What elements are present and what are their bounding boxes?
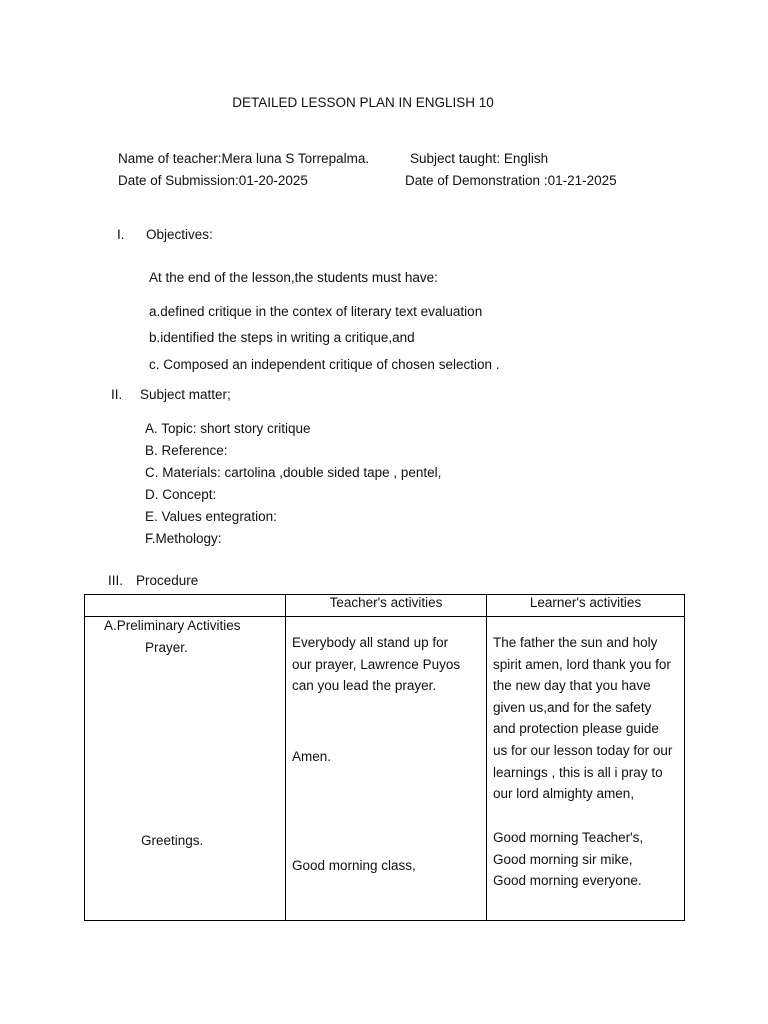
section-heading-text: Subject matter; — [140, 387, 231, 402]
text-line: can you lead the prayer. — [292, 678, 437, 694]
teacher-greeting-text: Good morning class, — [292, 858, 416, 873]
objective-item: c. Composed an independent critique of chosen selection . — [149, 357, 500, 372]
procedure-heading — [108, 573, 198, 589]
text-line: and protection please guide — [493, 721, 659, 737]
section-heading-text: Objectives: — [146, 227, 213, 242]
objectives-heading — [117, 227, 213, 243]
table-row — [85, 617, 685, 921]
text-line: learnings , this is all i pray to — [493, 764, 663, 780]
learner-prayer-text — [493, 632, 672, 805]
objective-item: a.defined critique in the contex of literary text evaluation — [149, 304, 483, 319]
learner-activities-cell — [487, 617, 685, 921]
subject-matter-heading — [111, 387, 231, 403]
text-line: Good morning everyone. — [493, 873, 642, 889]
activity-prayer-label: Prayer. — [145, 640, 188, 655]
section-numeral: III. — [108, 573, 124, 588]
submission-date: Date of Submission:01-20-2025 — [118, 173, 308, 188]
table-header-cell — [85, 595, 286, 617]
subject-matter-item: C. Materials: cartolina ,double sided tape , pentel, — [145, 465, 442, 480]
text-line: Everybody all stand up for — [292, 635, 449, 650]
text-line: given us,and for the safety — [493, 699, 652, 715]
section-numeral: II. — [111, 387, 123, 402]
teacher-prayer-text — [292, 632, 460, 697]
text-line: Good morning Teacher's, — [493, 830, 644, 845]
learner-greeting-text — [493, 827, 643, 892]
text-line: The father the sun and holy — [493, 635, 658, 650]
table-header-cell: Teacher's activities — [286, 595, 487, 617]
text-line: our prayer, Lawrence Puyos — [292, 656, 461, 672]
objective-item: b.identified the steps in writing a critique,and — [149, 330, 415, 345]
teacher-name: Name of teacher:Mera luna S Torrepalma. — [118, 151, 370, 166]
activity-greetings-label: Greetings. — [141, 833, 204, 848]
activity-section-label: A.Preliminary Activities — [104, 618, 241, 633]
subject-matter-item: D. Concept: — [145, 487, 217, 502]
subject-taught: Subject taught: English — [410, 151, 549, 166]
teacher-activities-cell — [286, 617, 487, 921]
teacher-amen-text: Amen. — [292, 749, 332, 764]
section-heading-text: Procedure — [136, 573, 199, 588]
text-line: the new day that you have — [493, 678, 651, 694]
text-line: our lord almighty amen, — [493, 786, 635, 802]
objectives-intro: At the end of the lesson,the students must have: — [149, 270, 438, 285]
subject-matter-item: A. Topic: short story critique — [145, 421, 311, 436]
subject-matter-item: F.Methology: — [145, 531, 222, 546]
table-header-cell: Learner's activities — [487, 595, 685, 617]
subject-matter-item: B. Reference: — [145, 443, 228, 458]
text-line: Good morning sir mike, — [493, 851, 633, 867]
document-title: DETAILED LESSON PLAN IN ENGLISH 10 — [232, 95, 494, 110]
procedure-table — [84, 594, 685, 921]
subject-matter-item: E. Values entegration: — [145, 509, 277, 524]
demonstration-date: Date of Demonstration :01-21-2025 — [405, 173, 617, 188]
text-line: spirit amen, lord thank you for — [493, 656, 671, 672]
section-numeral: I. — [117, 227, 125, 242]
text-line: us for our lesson today for our — [493, 742, 673, 758]
activity-cell — [85, 617, 286, 921]
table-header-row — [85, 595, 685, 617]
